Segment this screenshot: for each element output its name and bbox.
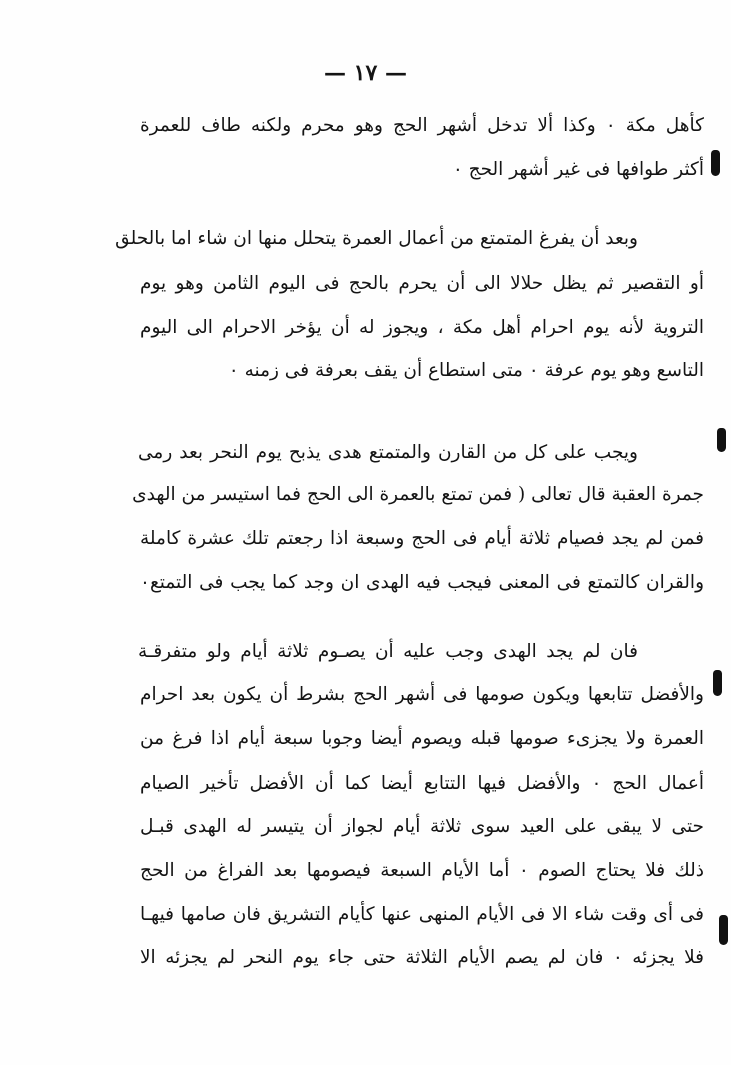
text-line: جمرة العقبة قال تعالى ( فمن تمتع بالعمرة الى الحج فما استيسر من الهدى [132, 484, 704, 505]
binding-mark [713, 670, 722, 696]
binding-mark [717, 428, 726, 452]
text-line: فان لم يجد الهدى وجب عليه أن يصـوم ثلاثة أيام ولو متفرقـة [138, 641, 638, 662]
text-line: وبعد أن يفرغ المتمتع من أعمال العمرة يتحلل منها ان شاء اما بالحلق [115, 228, 638, 249]
text-line: أو التقصير ثم يظل حلالا الى أن يحرم بالحج فى اليوم الثامن وهو يوم [140, 273, 704, 294]
binding-mark [711, 150, 720, 176]
text-line: التروية لأنه يوم احرام أهل مكة ، ويجوز له أن يؤخر الاحرام الى اليوم [140, 317, 704, 338]
text-line: أعمال الحج ٠ والأفضل فيها التتابع أيضا كما أن الأفضل تأخير الصيام [140, 773, 705, 794]
text-line: والأفضل تتابعها ويكون صومها فى أشهر الحج بشرط أن يكون بعد احرام [140, 684, 704, 705]
text-line: ويجب على كل من القارن والمتمتع هدى يذبح يوم النحر بعد رمى [138, 442, 638, 463]
text-line: حتى لا يبقى على العيد سوى ثلاثة أيام لجواز أن يتيسر له الهدى قبـل [140, 816, 704, 837]
text-line: فلا يجزئه ٠ فان لم يصم الأيام الثلاثة حتى جاء يوم النحر لم يجزئه الا [140, 947, 704, 968]
text-line: كأهل مكة ٠ وكذا ألا تدخل أشهر الحج وهو محرم ولكنه طاف للعمرة [140, 115, 704, 136]
text-line: والقران كالتمتع فى المعنى فيجب فيه الهدى ان وجد كما يجب فى التمتع٠ [140, 572, 704, 593]
text-line: التاسع وهو يوم عرفة ٠ متى استطاع أن يقف بعرفة فى زمنه ٠ [228, 360, 704, 381]
text-line: فمن لم يجد فصيام ثلاثة أيام فى الحج وسبعة اذا رجعتم تلك عشرة كاملة [140, 528, 704, 549]
page-number: — ١٧ — [324, 60, 407, 86]
text-line: أكثر طوافها فى غير أشهر الحج ٠ [452, 159, 704, 180]
text-line: العمرة ولا يجزىء صومها قبله ويصوم أيضا وجوبا سبعة أيام اذا فرغ من [140, 728, 704, 749]
binding-mark [719, 915, 728, 945]
text-line: فى أى وقت شاء الا فى الأيام المنهى عنها كأيام التشريق فان صامها فيهـا [140, 904, 704, 925]
text-line: ذلك فلا يحتاج الصوم ٠ أما الأيام السبعة فيصومها بعد الفراغ من الحج [140, 860, 704, 881]
